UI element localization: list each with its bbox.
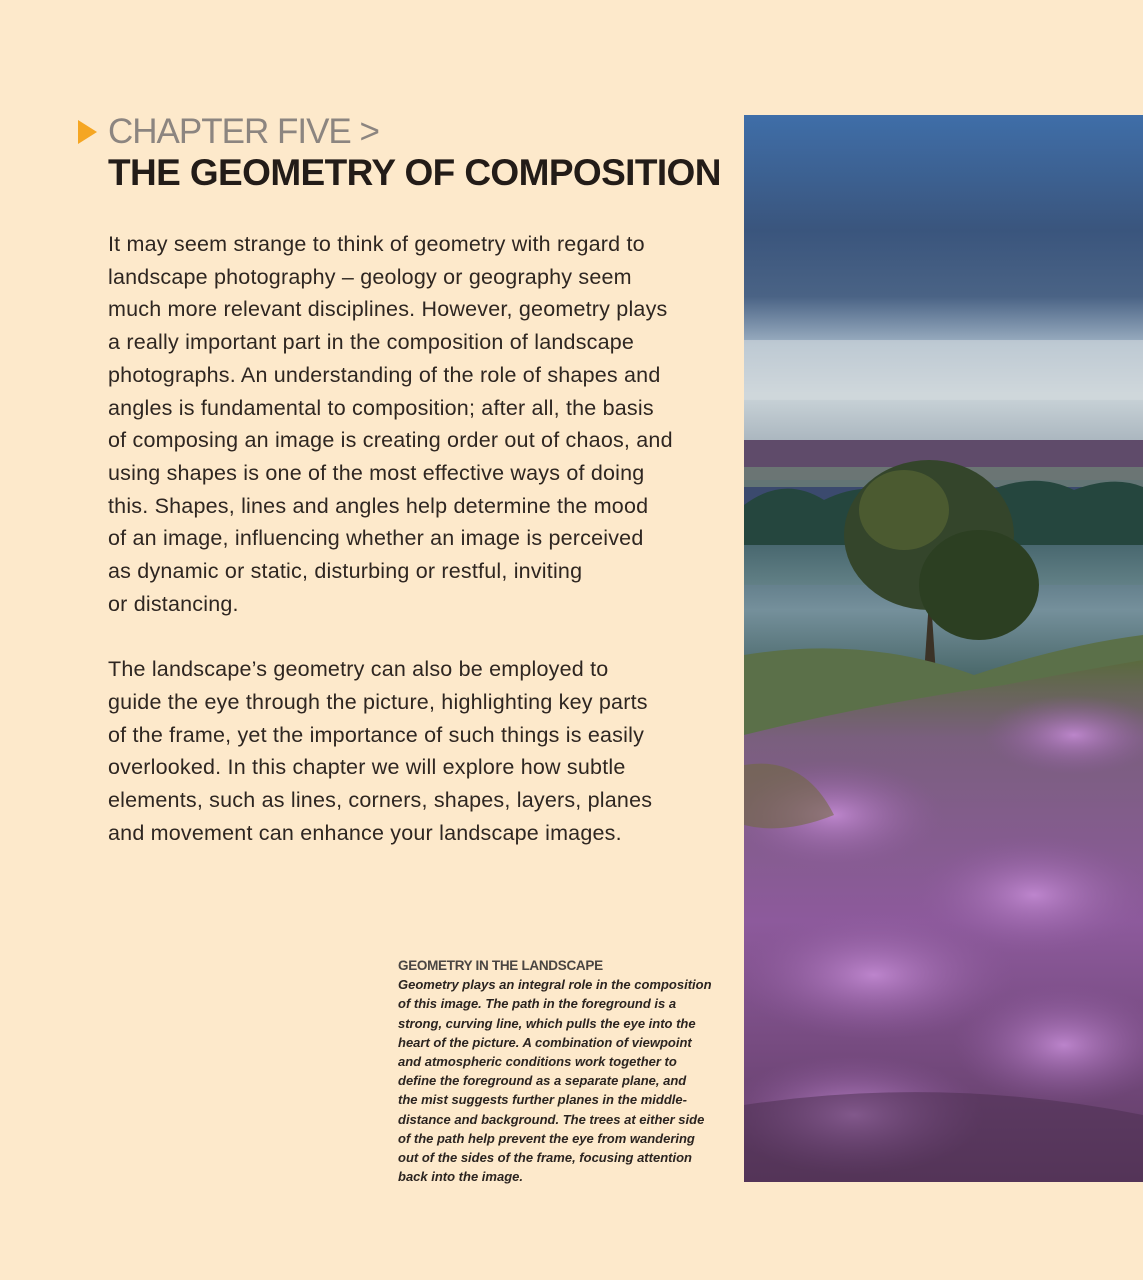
caption-line: of the path help prevent the eye from wandering [398,1130,695,1146]
chapter-title: THE GEOMETRY OF COMPOSITION [108,152,721,193]
paragraph-2 [108,653,708,849]
caption-line: back into the image. [398,1169,523,1185]
text-line: landscape photography – geology or geography seem [108,264,632,289]
text-line: The landscape’s geometry can also be employed to [108,657,609,682]
text-line: of an image, influencing whether an image is perceived [108,526,644,551]
text-line: using shapes is one of the most effective ways of doing [108,460,645,485]
text-line: guide the eye through the picture, highlighting key parts [108,689,648,714]
play-triangle-icon [78,120,97,144]
text-line: of the frame, yet the importance of such things is easily [108,722,645,747]
text-line: as dynamic or static, disturbing or restful, inviting [108,559,583,584]
text-line: photographs. An understanding of the role of shapes and [108,362,661,387]
text-line: and movement can enhance your landscape images. [108,820,622,845]
text-line: or distancing. [108,591,239,616]
photo-caption [398,956,723,1186]
caption-line: distance and background. The trees at either side [398,1111,705,1127]
text-line: of composing an image is creating order out of chaos, and [108,428,673,453]
text-line: much more relevant disciplines. However, geometry plays [108,297,668,322]
text-line: a really important part in the composition of landscape [108,330,635,355]
caption-line: heart of the picture. A combination of viewpoint [398,1034,692,1050]
chapter-number: CHAPTER FIVE > [108,112,379,151]
caption-body [398,975,723,1186]
body-copy [108,228,708,882]
caption-line: of this image. The path in the foreground is a [398,996,677,1012]
text-line: angles is fundamental to composition; after all, the basis [108,395,654,420]
text-line: overlooked. In this chapter we will explore how subtle [108,755,626,780]
text-line: this. Shapes, lines and angles help determine the mood [108,493,649,518]
paragraph-1 [108,228,708,620]
landscape-photo [744,115,1143,1182]
caption-line: and atmospheric conditions work together to [398,1054,677,1070]
caption-line: define the foreground as a separate plane, and [398,1073,687,1089]
text-line: It may seem strange to think of geometry with regard to [108,232,645,256]
caption-line: Geometry plays an integral role in the composition [398,977,712,993]
caption-line: strong, curving line, which pulls the eye into the [398,1015,696,1031]
caption-line: the mist suggests further planes in the middle- [398,1092,687,1108]
caption-line: out of the sides of the frame, focusing attention [398,1150,692,1166]
chapter-kicker [78,112,379,152]
caption-heading: GEOMETRY IN THE LANDSCAPE [398,958,603,973]
text-line: elements, such as lines, corners, shapes, layers, planes [108,787,653,812]
